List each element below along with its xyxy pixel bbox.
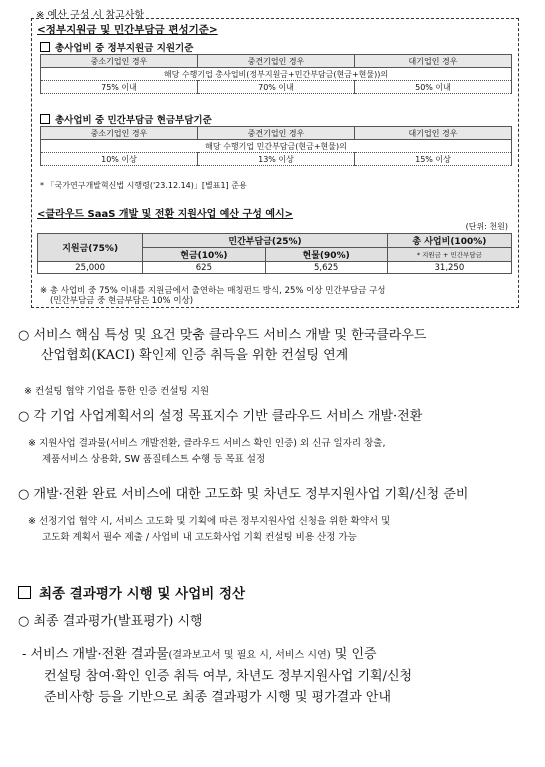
note-target-line2: 제품서비스 상용화, SW 품질테스트 수행 등 목표 설정 bbox=[42, 454, 266, 465]
detail-line1-small: (결과보고서 및 필요 시, 서비스 시연) bbox=[168, 650, 331, 661]
note-target-line1: ※ 지원사업 결과물(서비스 개발전환, 클라우드 서비스 확인 인증) 외 신규 일자리 창출, bbox=[28, 438, 386, 449]
header-sme: 중소기업인 경우 bbox=[41, 55, 198, 68]
reference-note: ※ 예산 구성 시 참고사항 bbox=[36, 10, 145, 21]
final-evaluation-detail bbox=[22, 644, 532, 708]
col-inkind: 현물(90%) bbox=[265, 248, 387, 262]
col-private: 민간부담금(25%) bbox=[143, 234, 388, 248]
col-gov-grant: 지원금(75%) bbox=[38, 234, 143, 262]
checkbox-square-icon bbox=[40, 114, 50, 124]
bullet-target-index: ○ 각 기업 사업계획서의 설정 목표지수 기반 클라우드 서비스 개발·전환 bbox=[18, 409, 423, 424]
bullet-advancement: ○ 개발·전환 완료 서비스에 대한 고도화 및 차년도 정부지원사업 기획/신청 준비 bbox=[18, 487, 469, 502]
unit-label: (단위: 천원) bbox=[465, 222, 508, 231]
col-total-sub: * 지원금 + 민간부담금 bbox=[387, 248, 511, 262]
section1-heading-text: 총사업비 중 정부지원금 지원기준 bbox=[55, 43, 194, 54]
value-midsize: 13% 이상 bbox=[198, 153, 355, 166]
note-advancement bbox=[28, 514, 533, 546]
header-large: 대기업인 경우 bbox=[355, 55, 512, 68]
value-large: 15% 이상 bbox=[355, 153, 512, 166]
note-consulting: ※ 컨설팅 협약 기업을 통한 인증 컨설팅 지원 bbox=[24, 386, 210, 397]
saas-budget-table bbox=[37, 233, 512, 274]
checkbox-square-icon bbox=[18, 586, 31, 599]
col-cash: 현금(10%) bbox=[143, 248, 265, 262]
value-sme: 75% 이내 bbox=[41, 81, 198, 94]
matching-fund-note bbox=[40, 286, 515, 306]
cell-total: 31,250 bbox=[387, 262, 511, 274]
cell-gov: 25,000 bbox=[38, 262, 143, 274]
saas-budget-title: <클라우드 SaaS 개발 및 전환 지원사업 예산 구성 예시> bbox=[37, 209, 294, 220]
matching-note-line1: ※ 총 사업비 중 75% 이내를 지원금에서 출연하는 매칭펀드 방식, 25% 이상 민간부담금 구성 bbox=[40, 286, 386, 296]
final-evaluation-heading bbox=[18, 582, 245, 602]
footnote-law: * 「국가연구개발혁신법 시행령('23.12.14)」[별표1] 준용 bbox=[40, 181, 247, 190]
note-advancement-line2: 고도화 계획서 필수 제출 / 사업비 내 고도화사업 기획 컨설팅 비용 산정 가능 bbox=[42, 532, 357, 543]
value-large: 50% 이내 bbox=[355, 81, 512, 94]
detail-line3: 준비사항 등을 기반으로 최종 결과평가 시행 및 평가결과 안내 bbox=[44, 690, 392, 705]
value-sme: 10% 이상 bbox=[41, 153, 198, 166]
section2-heading-text: 총사업비 중 민간부담금 현금부담기준 bbox=[55, 115, 212, 126]
header-midsize: 중견기업인 경우 bbox=[198, 55, 355, 68]
final-evaluation-heading-text: 최종 결과평가 시행 및 사업비 정산 bbox=[39, 586, 246, 602]
matching-note-line2: (민간부담금 중 현금부담은 10% 이상) bbox=[50, 296, 194, 306]
cell-cash: 625 bbox=[143, 262, 265, 274]
header-midsize: 중견기업인 경우 bbox=[198, 127, 355, 140]
value-midsize: 70% 이내 bbox=[198, 81, 355, 94]
col-total: 총 사업비(100%) bbox=[387, 234, 511, 248]
section1-desc: 해당 수행기업 총사업비(정부지원금+민간부담금(현금+현물))의 bbox=[41, 68, 512, 81]
bullet-final-evaluation: ○ 최종 결과평가(발표평가) 시행 bbox=[18, 614, 203, 629]
detail-line1-b: 및 인증 bbox=[330, 647, 377, 662]
checkbox-square-icon bbox=[40, 42, 50, 52]
cell-inkind: 5,625 bbox=[265, 262, 387, 274]
bullet-consulting-line1: ○ 서비스 핵심 특성 및 요건 맞춤 클라우드 서비스 개발 및 한국클라우드 bbox=[18, 328, 427, 343]
note-advancement-line1: ※ 선정기업 협약 시, 서비스 고도화 및 기획에 따른 정부지원사업 신청을 위한 확약서 및 bbox=[28, 516, 391, 527]
detail-line2: 컨설팅 참여·확인 인증 취득 여부, 차년도 정부지원사업 기획/신청 bbox=[44, 669, 413, 684]
guideline-title: <정부지원금 및 민간부담금 편성기준> bbox=[37, 24, 218, 36]
section2-desc: 해당 수행기업 민간부담금(현금+현물)의 bbox=[41, 140, 512, 153]
bullet-consulting bbox=[18, 326, 528, 366]
header-sme: 중소기업인 경우 bbox=[41, 127, 198, 140]
section1-table bbox=[40, 54, 512, 94]
detail-line1-a: - 서비스 개발·전환 결과물 bbox=[22, 647, 169, 662]
section2-heading bbox=[40, 112, 212, 126]
bullet-consulting-line2: 산업협회(KACI) 확인제 인증 취득을 위한 컨설팅 연계 bbox=[41, 348, 349, 363]
note-target-index bbox=[28, 436, 533, 468]
section2-table bbox=[40, 126, 512, 166]
header-large: 대기업인 경우 bbox=[355, 127, 512, 140]
section1-heading bbox=[40, 40, 193, 54]
